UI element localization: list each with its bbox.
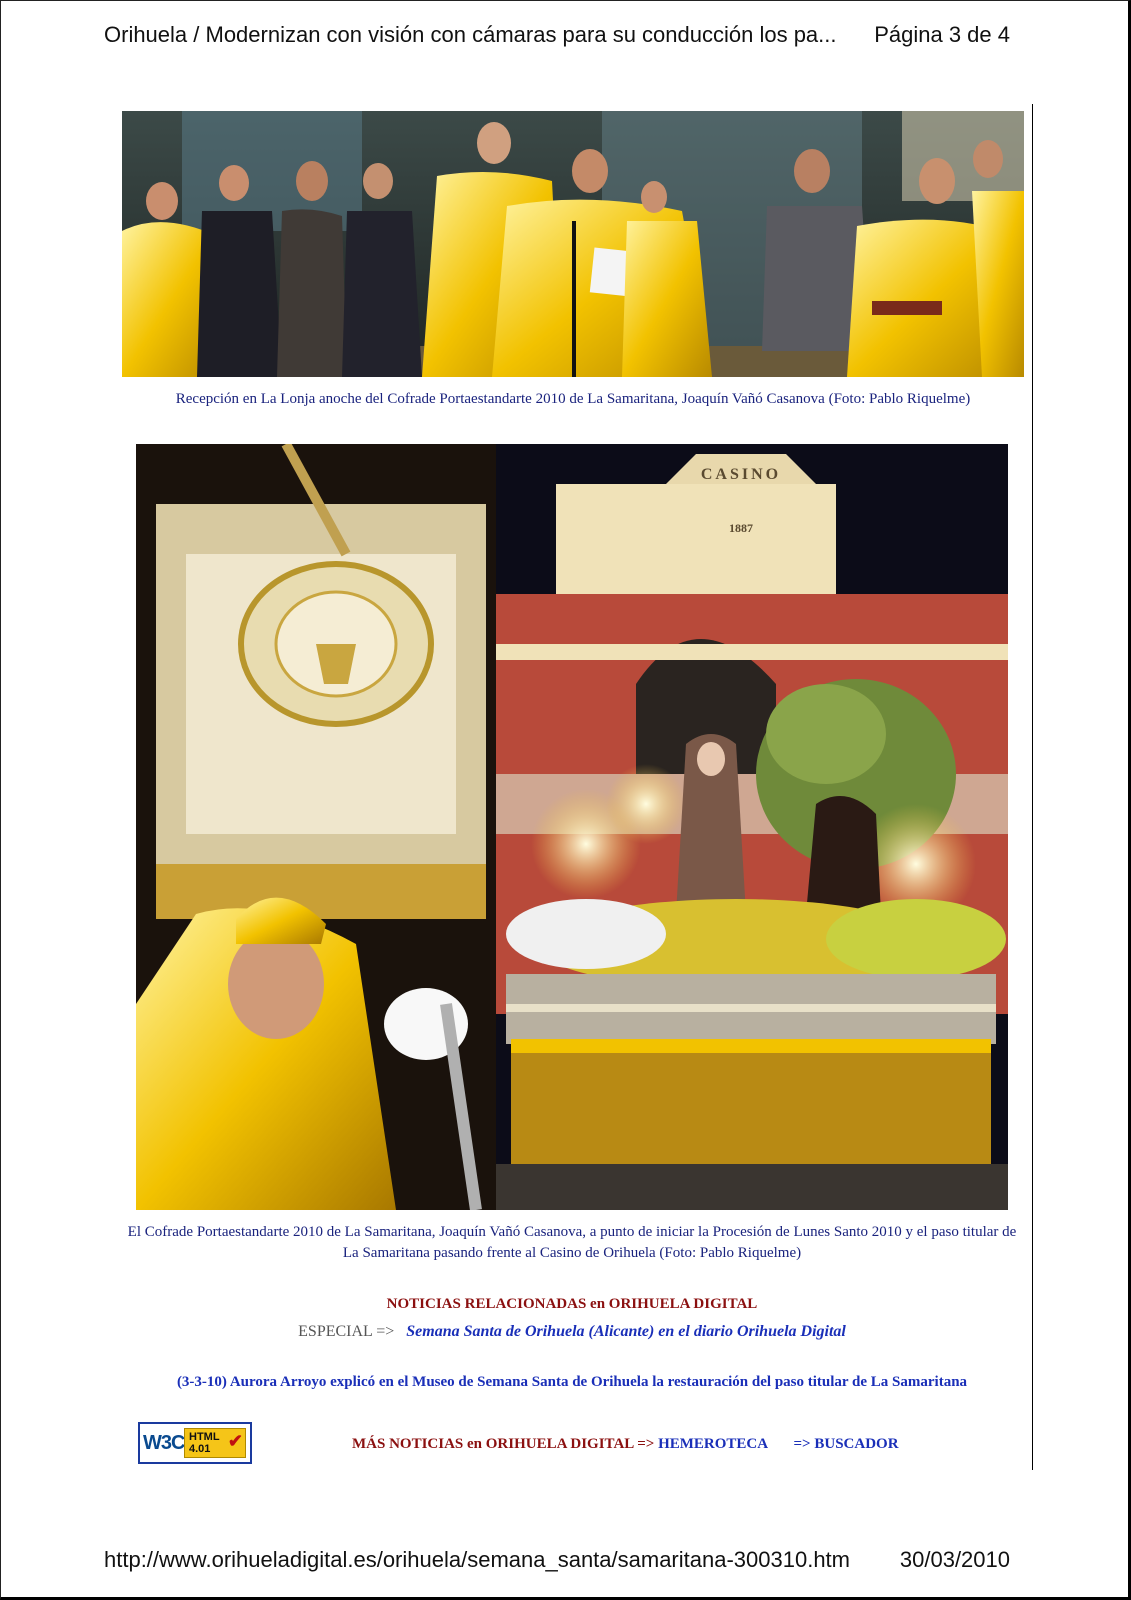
w3c-logo: W3C [143, 1432, 185, 1454]
page-indicator: Página 3 de 4 [874, 22, 1010, 47]
badge-line-1: HTML [189, 1431, 220, 1443]
especial-row [126, 1323, 1018, 1341]
photo-caption-procession: El Cofrade Portaestandarte 2010 de La Samaritana, Joaquín Vañó Casanova, a punto de iniciar la Procesión de Lunes Santo 2010 y el paso titular de La Samaritana pasando frente al Casino de Orihuela (Foto: Pablo Riquelme) [127, 1224, 1017, 1261]
page-title: Orihuela / Modernizan con visión con cámaras para su conducción los pa... [104, 22, 837, 47]
photo-reception [122, 111, 1024, 377]
buscador-link[interactable]: BUSCADOR [814, 1436, 899, 1452]
w3c-html-badge[interactable] [138, 1422, 252, 1464]
photo-procession [136, 444, 1008, 1210]
photo-caption-reception: Recepción en La Lonja anoche del Cofrade Portaestandarte 2010 de La Samaritana, Joaquín Vañó Casanova (Foto: Pablo Riquelme) [175, 391, 971, 407]
especial-label: ESPECIAL => [298, 1323, 395, 1340]
arrow-hemeroteca: => [637, 1436, 655, 1452]
hemeroteca-link[interactable]: HEMEROTECA [658, 1436, 768, 1452]
checkmark-icon: ✔ [227, 1431, 243, 1451]
casino-sign: CASINO [700, 466, 782, 483]
photo-procession-icon [136, 444, 1008, 1210]
especial-link[interactable]: Semana Santa de Orihuela (Alicante) en el diario Orihuela Digital [406, 1323, 846, 1340]
print-date: 30/03/2010 [899, 1547, 1010, 1572]
related-news-heading: NOTICIAS RELACIONADAS en ORIHUELA DIGITAL [386, 1296, 758, 1312]
casino-year: 1887 [729, 521, 753, 535]
print-header [104, 22, 1024, 52]
page-url: http://www.orihueladigital.es/orihuela/semana_santa/samaritana-300310.htm [104, 1547, 850, 1572]
photo-reception-icon [122, 111, 1024, 377]
badge-line-2: 4.01 [189, 1443, 211, 1455]
more-news-row [352, 1436, 992, 1453]
arrow-buscador: => [793, 1436, 811, 1452]
related-news-link[interactable]: (3-3-10) Aurora Arroyo explicó en el Museo de Semana Santa de Orihuela la restauración del paso titular de La Samaritana [176, 1374, 968, 1390]
more-news-label: MÁS NOTICIAS en ORIHUELA DIGITAL [352, 1436, 634, 1452]
vertical-rule [1032, 104, 1033, 1470]
print-footer [104, 1547, 1024, 1577]
html-version-box [184, 1428, 246, 1458]
